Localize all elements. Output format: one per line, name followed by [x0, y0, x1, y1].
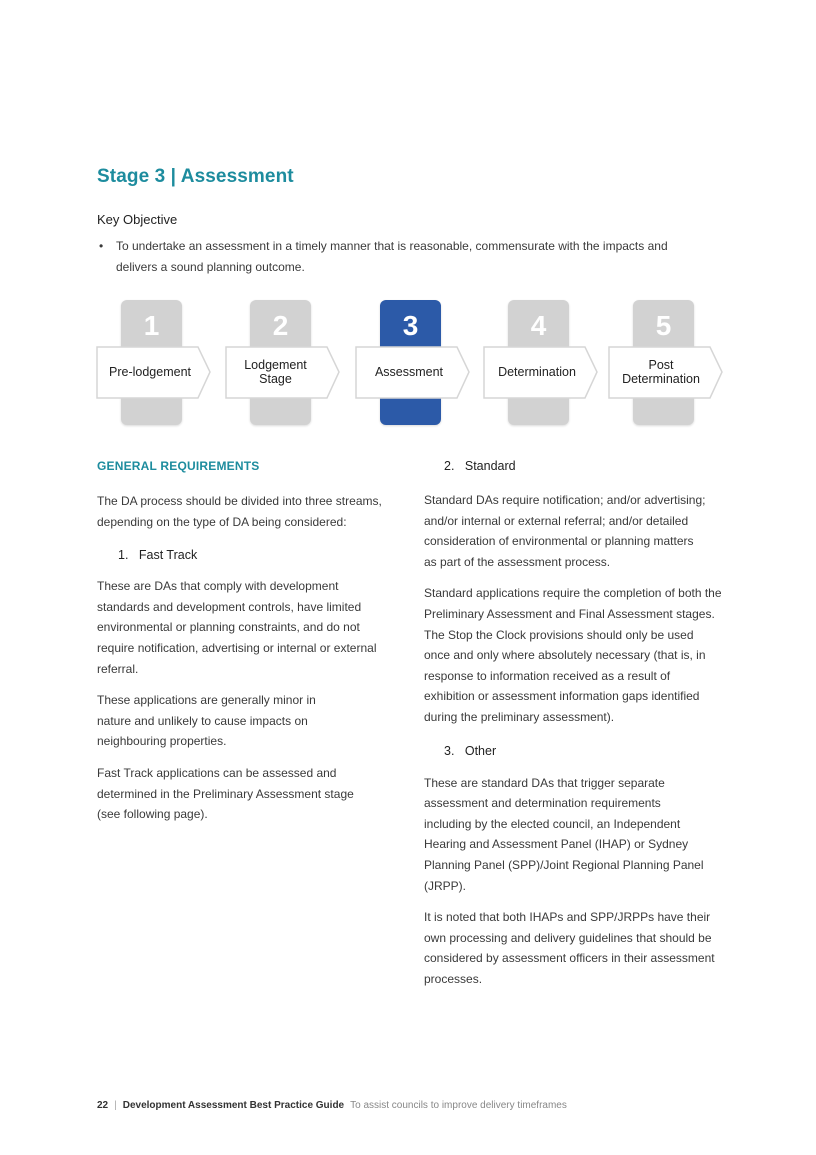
- fast-track-paragraph-3: Fast Track applications can be assessed and determined in the Preliminary Assessment stage (see following page).: [97, 765, 354, 822]
- objective-bullet: [97, 236, 707, 278]
- standard-heading: [424, 459, 724, 473]
- step-label: Pre-lodgement: [109, 365, 191, 379]
- item-title: Other: [464, 743, 497, 758]
- other-paragraph-1: These are standard DAs that trigger separate assessment and determination requirements including by the elected council, an Independent Hearing and Assessment Panel (IHAP) or Sydney Planning Panel (SPP)/Joint Regional Planning Panel (JRPP).: [424, 775, 704, 893]
- step-label: Assessment: [374, 365, 444, 379]
- item-title: Fast Track: [138, 548, 198, 563]
- step-number: 4: [530, 310, 547, 341]
- fast-track-heading: [97, 548, 397, 562]
- step-label: Determination: [498, 365, 576, 379]
- step-determination: [483, 300, 603, 430]
- item-title: Standard: [464, 459, 516, 473]
- other-heading: [424, 744, 724, 758]
- intro-paragraph: The DA process should be divided into three streams, depending on the type of DA being considered:: [97, 494, 382, 529]
- other-paragraph-2: It is noted that both IHAPs and SPP/JRPPs have their own processing and delivery guidelines that should be considered by assessment officers in their assessment processes.: [424, 910, 715, 986]
- bullet-marker: •: [99, 239, 104, 253]
- step-lodgement-stage: [225, 300, 345, 430]
- guide-title: Development Assessment Best Practice Guide: [122, 1100, 345, 1111]
- key-objective-label: Key Objective: [97, 212, 178, 227]
- general-requirements-heading: GENERAL REQUIREMENTS: [97, 459, 260, 473]
- footer-separator: |: [114, 1100, 117, 1111]
- step-label: Post Determination: [622, 358, 700, 386]
- process-steps: [96, 300, 736, 430]
- standard-paragraph-2: Standard applications require the completion of both the Preliminary Assessment and Final Assessment stages. The Stop the Clock provisions should only be used once and only where absolutely necessary (that is, in response to information received as a result of exhibition or assessment information gaps identified during the preliminary assessment).: [424, 586, 722, 724]
- item-number: 2.: [444, 459, 455, 473]
- guide-tagline: To assist councils to improve delivery timeframes: [350, 1100, 567, 1111]
- step-label: Lodgement Stage: [244, 358, 307, 386]
- standard-paragraph-1: Standard DAs require notification; and/or advertising; and/or internal or external referral; and/or detailed consideration of environmental or planning matters as part of the assessment process.: [424, 493, 706, 569]
- item-number: 3.: [444, 743, 455, 758]
- objective-text: To undertake an assessment in a timely manner that is reasonable, commensurate with the impacts and delivers a sound planning outcome.: [116, 239, 668, 274]
- page-footer: [97, 1100, 567, 1111]
- item-number: 1.: [118, 548, 129, 563]
- step-number: 3: [402, 310, 419, 341]
- fast-track-paragraph-1: These are DAs that comply with development standards and development controls, have limited environmental or planning constraints, and do not require notification, advertising or internal or external referral.: [97, 579, 377, 676]
- fast-track-paragraph-2: These applications are generally minor in nature and unlikely to cause impacts on neighbouring properties.: [97, 693, 316, 749]
- step-number: 5: [655, 310, 672, 341]
- page-number: 22: [97, 1100, 109, 1111]
- left-column: [97, 459, 397, 825]
- step-assessment: [355, 300, 475, 430]
- step-pre-lodgement: [96, 300, 216, 430]
- step-number: 2: [272, 310, 289, 341]
- step-number: 1: [143, 310, 160, 341]
- step-post-determination: [608, 300, 728, 430]
- page-title: Stage 3 | Assessment: [97, 166, 294, 187]
- right-column: [424, 459, 724, 989]
